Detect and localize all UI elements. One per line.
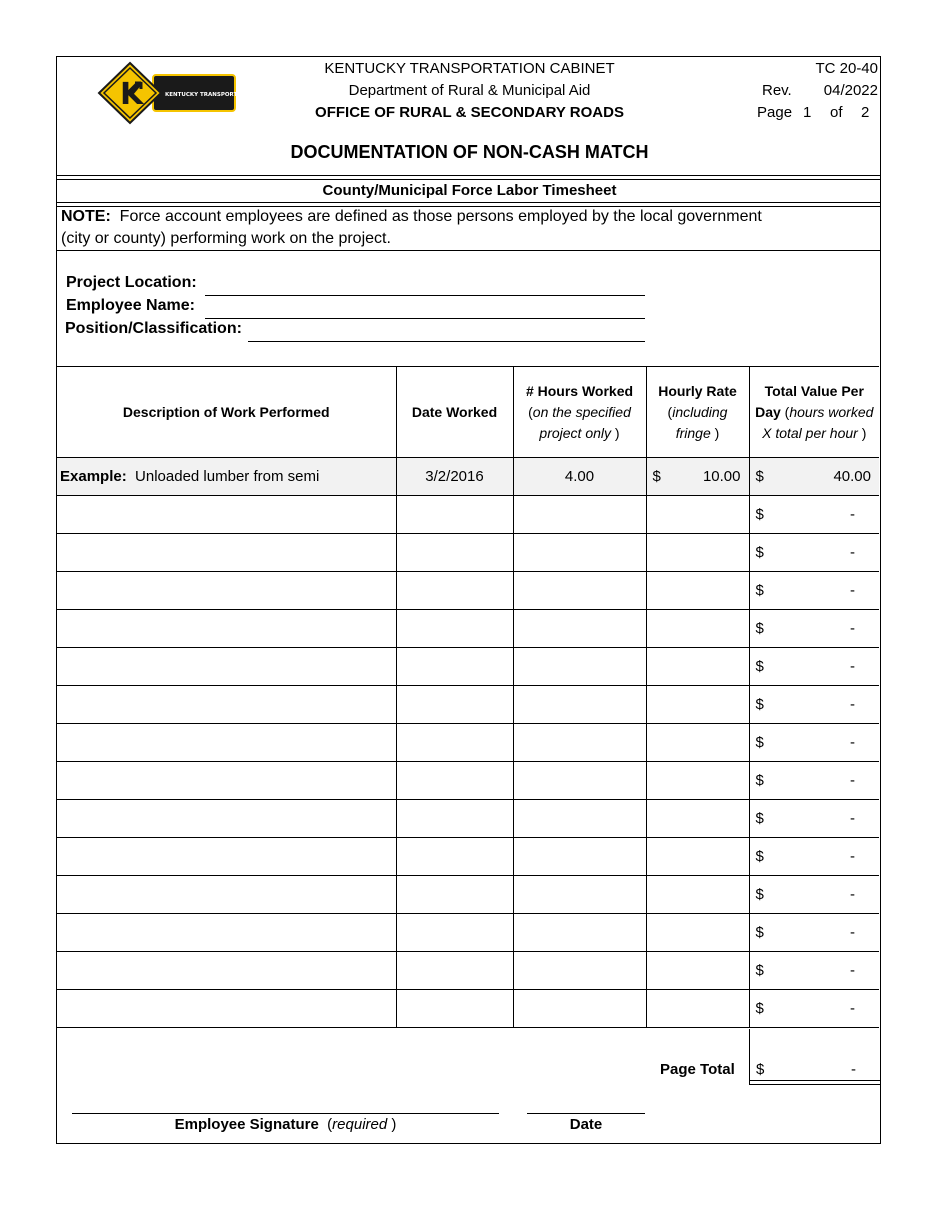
row-total-cell <box>749 572 879 610</box>
divider <box>57 179 880 180</box>
note-text-1: Force account employees are defined as those persons employed by the local government <box>119 208 762 225</box>
table-row <box>57 800 879 838</box>
row-rate-cell[interactable] <box>646 724 749 762</box>
logo-text: KENTUCKY TRANSPORTATION CABINET <box>165 92 285 98</box>
row-date-cell[interactable] <box>396 838 513 876</box>
table-header-row <box>57 367 879 458</box>
example-label: Example: <box>60 468 127 485</box>
table-row <box>57 724 879 762</box>
row-description-cell[interactable] <box>57 990 396 1028</box>
header-hours-note <box>514 402 646 444</box>
row-rate-cell[interactable] <box>646 990 749 1028</box>
row-description-cell[interactable] <box>57 762 396 800</box>
row-hours-cell[interactable] <box>513 686 646 724</box>
rev-date: 04/2022 <box>823 82 878 99</box>
row-total-value: - <box>850 544 855 561</box>
row-total-value: - <box>850 620 855 637</box>
header-total-close: ) <box>857 424 867 441</box>
header-rate-note <box>647 402 749 444</box>
table-row <box>57 952 879 990</box>
row-total-symbol: $ <box>755 506 764 523</box>
position-field[interactable] <box>248 341 645 342</box>
row-description-cell[interactable] <box>57 876 396 914</box>
project-location-field[interactable] <box>205 295 645 296</box>
row-hours-cell[interactable] <box>513 800 646 838</box>
row-hours-cell[interactable] <box>513 876 646 914</box>
row-hours-cell[interactable] <box>513 990 646 1028</box>
row-description-cell[interactable] <box>57 724 396 762</box>
row-hours-cell[interactable] <box>513 838 646 876</box>
row-date-cell[interactable] <box>396 914 513 952</box>
position-label: Position/Classification: <box>65 320 242 337</box>
row-total-cell <box>749 610 879 648</box>
row-description-cell[interactable] <box>57 648 396 686</box>
example-rate-cell <box>646 458 749 496</box>
row-description-cell[interactable] <box>57 534 396 572</box>
row-total-symbol: $ <box>755 734 764 751</box>
row-rate-cell[interactable] <box>646 572 749 610</box>
row-description-cell[interactable] <box>57 686 396 724</box>
row-total-value: - <box>850 734 855 751</box>
row-total-symbol: $ <box>755 848 764 865</box>
example-rate-symbol: $ <box>652 468 661 485</box>
row-date-cell[interactable] <box>396 762 513 800</box>
row-hours-cell[interactable] <box>513 724 646 762</box>
row-total-value: - <box>850 924 855 941</box>
row-total-value: - <box>850 848 855 865</box>
divider <box>57 175 880 176</box>
example-hours: 4.00 <box>513 458 646 496</box>
page-count: 2 <box>861 104 870 121</box>
row-rate-cell[interactable] <box>646 762 749 800</box>
example-total-symbol: $ <box>755 468 764 485</box>
divider <box>57 250 880 251</box>
row-date-cell[interactable] <box>396 876 513 914</box>
table-row <box>57 572 879 610</box>
page-number: 1 <box>803 104 812 121</box>
row-total-cell <box>749 800 879 838</box>
row-hours-cell[interactable] <box>513 914 646 952</box>
row-total-symbol: $ <box>755 772 764 789</box>
row-hours-cell[interactable] <box>513 572 646 610</box>
subtitle: County/Municipal Force Labor Timesheet <box>322 182 617 199</box>
header-total-note <box>750 402 880 444</box>
header-rate <box>646 367 749 458</box>
row-description-cell[interactable] <box>57 610 396 648</box>
row-total-symbol: $ <box>755 810 764 827</box>
form-frame <box>56 56 881 1144</box>
row-hours-cell[interactable] <box>513 952 646 990</box>
row-total-value: - <box>850 582 855 599</box>
project-location-label: Project Location: <box>66 274 197 291</box>
header-total <box>749 367 879 458</box>
page-title: DOCUMENTATION OF NON-CASH MATCH <box>290 142 649 162</box>
office-name: OFFICE OF RURAL & SECONDARY ROADS <box>315 104 624 121</box>
row-total-value: - <box>850 506 855 523</box>
row-rate-cell[interactable] <box>646 496 749 534</box>
row-description-cell[interactable] <box>57 838 396 876</box>
header-hours <box>513 367 646 458</box>
row-hours-cell[interactable] <box>513 534 646 572</box>
row-total-value: - <box>850 658 855 675</box>
row-total-cell <box>749 534 879 572</box>
example-rate: 10.00 <box>702 468 741 485</box>
table-row <box>57 762 879 800</box>
row-total-cell <box>749 876 879 914</box>
row-total-value: - <box>850 886 855 903</box>
header-rate-title: Hourly Rate <box>658 382 737 399</box>
row-rate-cell[interactable] <box>646 610 749 648</box>
row-description-cell[interactable] <box>57 800 396 838</box>
row-date-cell[interactable] <box>396 990 513 1028</box>
row-total-value: - <box>850 962 855 979</box>
row-rate-cell[interactable] <box>646 800 749 838</box>
table-row <box>57 914 879 952</box>
row-hours-cell[interactable] <box>513 648 646 686</box>
page-total-cell <box>749 1029 880 1085</box>
header-hours-note-text: on the specified project only <box>532 403 631 441</box>
table-row <box>57 686 879 724</box>
kytc-logo <box>97 61 285 125</box>
row-total-symbol: $ <box>755 544 764 561</box>
row-total-value: - <box>850 1000 855 1017</box>
row-total-symbol: $ <box>755 924 764 941</box>
page-label: Page <box>757 104 793 121</box>
divider <box>57 202 880 203</box>
header-total-open: ( <box>780 403 790 420</box>
page-total-symbol: $ <box>756 1061 765 1078</box>
note-label: NOTE: <box>61 208 111 225</box>
row-total-symbol: $ <box>755 658 764 675</box>
row-rate-cell[interactable] <box>646 686 749 724</box>
row-date-cell[interactable] <box>396 800 513 838</box>
signature-required: required <box>332 1116 388 1133</box>
svg-text:K: K <box>120 77 144 112</box>
row-date-cell[interactable] <box>396 724 513 762</box>
header-rate-open: ( <box>667 403 673 420</box>
row-date-cell[interactable] <box>396 610 513 648</box>
row-total-cell <box>749 762 879 800</box>
header-date: Date Worked <box>396 367 513 458</box>
row-hours-cell[interactable] <box>513 610 646 648</box>
row-total-symbol: $ <box>755 582 764 599</box>
row-total-cell <box>749 724 879 762</box>
row-hours-cell[interactable] <box>513 762 646 800</box>
table-row <box>57 838 879 876</box>
row-date-cell[interactable] <box>396 952 513 990</box>
row-rate-cell[interactable] <box>646 838 749 876</box>
row-description-cell[interactable] <box>57 572 396 610</box>
header-rate-note-text: including fringe <box>672 403 728 441</box>
department-name: Department of Rural & Municipal Aid <box>348 82 591 99</box>
note-line-2: (city or county) performing work on the project. <box>61 230 391 247</box>
header-total-note-text: hours worked X total per hour <box>762 403 874 441</box>
row-hours-cell[interactable] <box>513 496 646 534</box>
header-hours-open: ( <box>528 403 533 420</box>
employee-signature-field[interactable] <box>72 1113 499 1114</box>
signature-date-label: Date <box>569 1116 603 1133</box>
row-total-cell <box>749 686 879 724</box>
form-number: TC 20-40 <box>815 60 878 77</box>
of-label: of <box>830 104 843 121</box>
row-date-cell[interactable] <box>396 648 513 686</box>
agency-name: KENTUCKY TRANSPORTATION CABINET <box>324 60 615 77</box>
employee-signature-label: Employee Signature <box>174 1116 319 1133</box>
signature-required-close: ) <box>387 1116 397 1133</box>
rev-label: Rev. <box>762 82 792 99</box>
row-total-value: - <box>850 696 855 713</box>
row-rate-cell[interactable] <box>646 876 749 914</box>
example-total: 40.00 <box>833 468 871 485</box>
employee-name-label: Employee Name: <box>66 297 195 314</box>
signature-required-open: ( <box>327 1116 333 1133</box>
row-total-cell <box>749 990 879 1028</box>
row-date-cell[interactable] <box>396 534 513 572</box>
row-date-cell[interactable] <box>396 496 513 534</box>
table-row <box>57 534 879 572</box>
row-total-cell <box>749 496 879 534</box>
row-total-symbol: $ <box>755 620 764 637</box>
row-description-cell[interactable] <box>57 914 396 952</box>
example-row <box>57 458 879 496</box>
row-total-value: - <box>850 810 855 827</box>
row-total-value: - <box>850 772 855 789</box>
example-description: Unloaded lumber from semi <box>135 468 320 485</box>
row-description-cell[interactable] <box>57 496 396 534</box>
header-description: Description of Work Performed <box>57 367 396 458</box>
example-total-cell <box>749 458 879 496</box>
table-row <box>57 610 879 648</box>
signature-date-field[interactable] <box>527 1113 645 1114</box>
row-total-cell <box>749 838 879 876</box>
header-total-title: Total Value Per <box>764 382 864 399</box>
employee-signature-caption <box>72 1116 499 1134</box>
header-hours-close: ) <box>611 424 620 441</box>
row-total-symbol: $ <box>755 1000 764 1017</box>
header-rate-close: ) <box>710 424 720 441</box>
table-row <box>57 648 879 686</box>
header-hours-title: # Hours Worked <box>525 382 634 399</box>
employee-name-field[interactable] <box>205 318 645 319</box>
kytc-logo-icon <box>97 61 285 125</box>
row-total-symbol: $ <box>755 696 764 713</box>
timesheet-table <box>57 366 879 1028</box>
example-date: 3/2/2016 <box>396 458 513 496</box>
row-total-symbol: $ <box>755 886 764 903</box>
table-row <box>57 876 879 914</box>
row-rate-cell[interactable] <box>646 914 749 952</box>
example-description-cell <box>57 458 396 496</box>
row-rate-cell[interactable] <box>646 534 749 572</box>
row-rate-cell[interactable] <box>646 952 749 990</box>
row-total-symbol: $ <box>755 962 764 979</box>
row-rate-cell[interactable] <box>646 648 749 686</box>
row-date-cell[interactable] <box>396 686 513 724</box>
table-row <box>57 496 879 534</box>
page-total-double-underline <box>750 1080 880 1085</box>
page-total-label: Page Total <box>660 1061 735 1078</box>
table-row <box>57 990 879 1028</box>
header-total-day: Day <box>755 403 781 420</box>
page-total-value: - <box>851 1061 856 1078</box>
row-total-cell <box>749 952 879 990</box>
row-total-cell <box>749 648 879 686</box>
row-total-cell <box>749 914 879 952</box>
row-description-cell[interactable] <box>57 952 396 990</box>
note-line-1 <box>61 207 762 227</box>
row-date-cell[interactable] <box>396 572 513 610</box>
